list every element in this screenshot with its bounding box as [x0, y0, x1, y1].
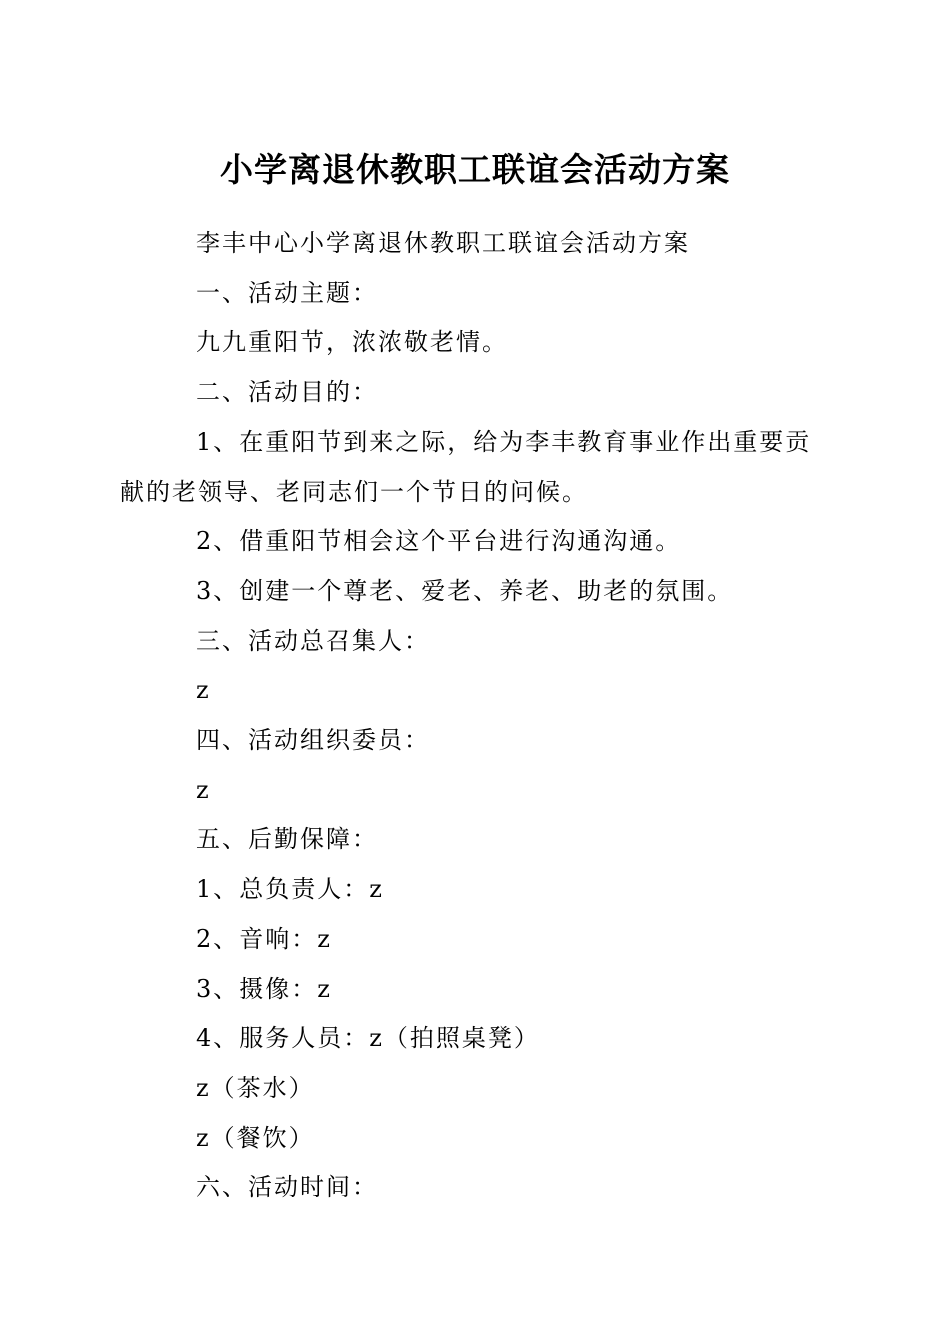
paragraph-purpose-1: 1、在重阳节到来之际，给为李丰教育事业作出重要贡献的老领导、老同志们一个节日的问候。 — [120, 427, 812, 506]
paragraph-logistics-4: 4、服务人员：z（拍照桌凳） — [196, 1024, 540, 1053]
paragraph-logistics-tea: z（茶水） — [196, 1073, 315, 1102]
heading-committee: 四、活动组织委员： — [196, 726, 430, 755]
paragraph-subtitle: 李丰中心小学离退休教职工联谊会活动方案 — [196, 229, 690, 257]
paragraph-purpose-2: 2、借重阳节相会这个平台进行沟通沟通。 — [196, 527, 682, 556]
heading-theme: 一、活动主题： — [196, 278, 378, 307]
paragraph-logistics-1: 1、总负责人：z — [196, 875, 384, 904]
paragraph-theme: 九九重阳节，浓浓敬老情。 — [196, 328, 508, 357]
paragraph-logistics-catering: z（餐饮） — [196, 1123, 315, 1152]
document-body — [120, 219, 830, 1213]
heading-logistics: 五、后勤保障： — [196, 825, 378, 854]
paragraph-purpose-3: 3、创建一个尊老、爱老、养老、助老的氛围。 — [196, 576, 734, 605]
document-title: 小学离退休教职工联谊会活动方案 — [220, 150, 730, 189]
heading-time: 六、活动时间： — [196, 1173, 378, 1202]
heading-purpose: 二、活动目的： — [196, 378, 378, 407]
paragraph-convener: z — [196, 676, 211, 705]
heading-convener: 三、活动总召集人： — [196, 626, 430, 655]
paragraph-logistics-2: 2、音响：z — [196, 924, 332, 953]
paragraph-committee: z — [196, 775, 211, 804]
paragraph-logistics-3: 3、摄像：z — [196, 974, 332, 1003]
